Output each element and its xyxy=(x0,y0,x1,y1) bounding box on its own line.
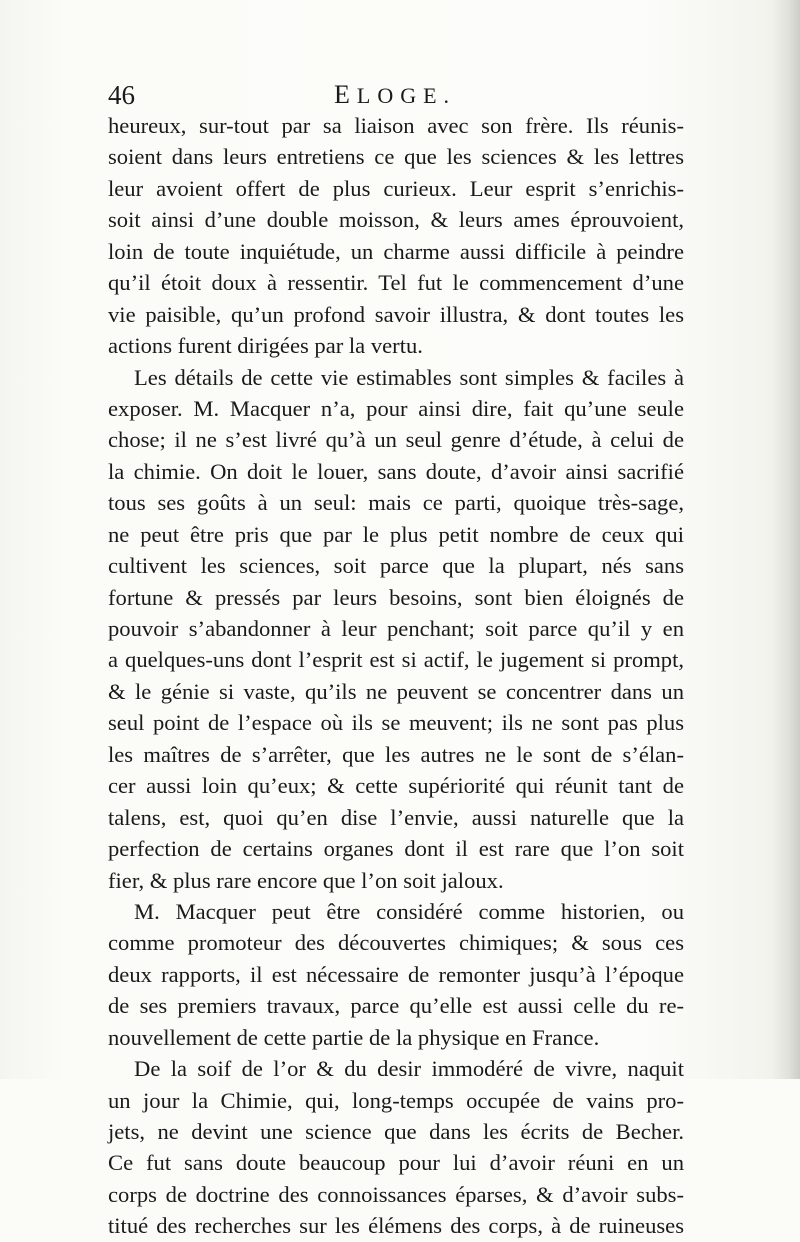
text-line: ne peut être pris que par le plus petit nombre de ceux qui xyxy=(108,521,684,547)
text-line: chose; il ne s’est livré qu’à un seul genre d’étude, à celui de xyxy=(108,427,684,453)
text-line: tous ses goûts à un seul: mais ce parti, quoique très-sage, xyxy=(108,490,684,516)
text-line: la chimie. On doit le louer, sans doute, d’avoir ainsi sacrifié xyxy=(108,458,684,484)
text-line: leur avoient offert de plus curieux. Leur esprit s’enrichis- xyxy=(108,175,684,201)
text-line: heureux, sur-tout par sa liaison avec son frère. Ils réunis- xyxy=(108,113,684,138)
page-number: 46 xyxy=(108,80,135,110)
text-line: loin de toute inquiétude, un charme aussi difficile à peindre xyxy=(108,238,684,264)
text-line: a quelques-uns dont l’esprit est si actif, le jugement si prompt, xyxy=(108,647,684,673)
text-line: cultivent les sciences, soit parce que la plupart, nés sans xyxy=(108,553,684,579)
text-line: perfection de certains organes dont il est rare que l’on soit xyxy=(108,836,684,862)
text-line: titué des recherches sur les élémens des corps, à de ruineuses xyxy=(108,1213,684,1239)
text-line: seul point de l’espace où ils se meuvent; ils ne sont pas plus xyxy=(108,710,684,736)
text-line: Les détails de cette vie estimables sont simples & faciles à xyxy=(134,364,684,390)
text-line: soient dans leurs entretiens ce que les sciences & les lettres xyxy=(108,144,684,170)
text-line: jets, ne devint une science que dans les écrits de Becher. xyxy=(108,1119,684,1144)
text-line: fier, & plus rare encore que l’on soit jaloux. xyxy=(108,867,504,893)
text-line: & le génie si vaste, qu’ils ne peuvent se concentrer dans un xyxy=(108,678,684,704)
running-head: ELOGE. xyxy=(334,80,457,109)
text-line: les maîtres de s’arrêter, que les autres ne le sont de s’élan- xyxy=(108,741,684,767)
text-line: cer aussi loin qu’eux; & cette supériorité qui réunit tant de xyxy=(108,773,684,799)
text-line: nouvellement de cette partie de la physique en France. xyxy=(108,1024,600,1050)
text-line: un jour la Chimie, qui, long-temps occupée de vains pro- xyxy=(108,1087,684,1113)
text-line: comme promoteur des découvertes chimiques; & sous ces xyxy=(108,930,684,956)
text-line: fortune & pressés par leurs besoins, sont bien éloignés de xyxy=(108,584,684,610)
page-edge-shadow xyxy=(772,0,800,1079)
text-line: vie paisible, qu’un profond savoir illustra, & dont toutes les xyxy=(108,301,684,327)
text-line: exposer. M. Macquer n’a, pour ainsi dire, fait qu’une seule xyxy=(108,395,684,421)
text-line: corps de doctrine des connoissances éparses, & d’avoir subs- xyxy=(108,1181,684,1207)
text-line: soit ainsi d’une double moisson, & leurs ames éprouvoient, xyxy=(108,207,684,233)
page-header xyxy=(108,78,668,112)
text-line: De la soif de l’or & du desir immodéré de vivre, naquit xyxy=(134,1056,684,1082)
text-line: qu’il étoit doux à ressentir. Tel fut le commencement d’une xyxy=(108,270,684,296)
text-line: Ce fut sans doute beaucoup pour lui d’avoir réuni en un xyxy=(108,1150,684,1176)
text-line: pouvoir s’abandonner à leur penchant; soit parce qu’il y en xyxy=(108,616,684,641)
text-line: de ses premiers travaux, parce qu’elle est aussi celle du re- xyxy=(108,993,684,1019)
body-text xyxy=(108,110,684,1242)
text-line: deux rapports, il est nécessaire de remonter jusqu’à l’époque xyxy=(108,961,684,987)
text-line: talens, est, quoi qu’en dise l’envie, aussi naturelle que la xyxy=(108,804,684,830)
text-line: actions furent dirigées par la vertu. xyxy=(108,333,423,359)
text-line: M. Macquer peut être considéré comme historien, ou xyxy=(134,898,684,924)
